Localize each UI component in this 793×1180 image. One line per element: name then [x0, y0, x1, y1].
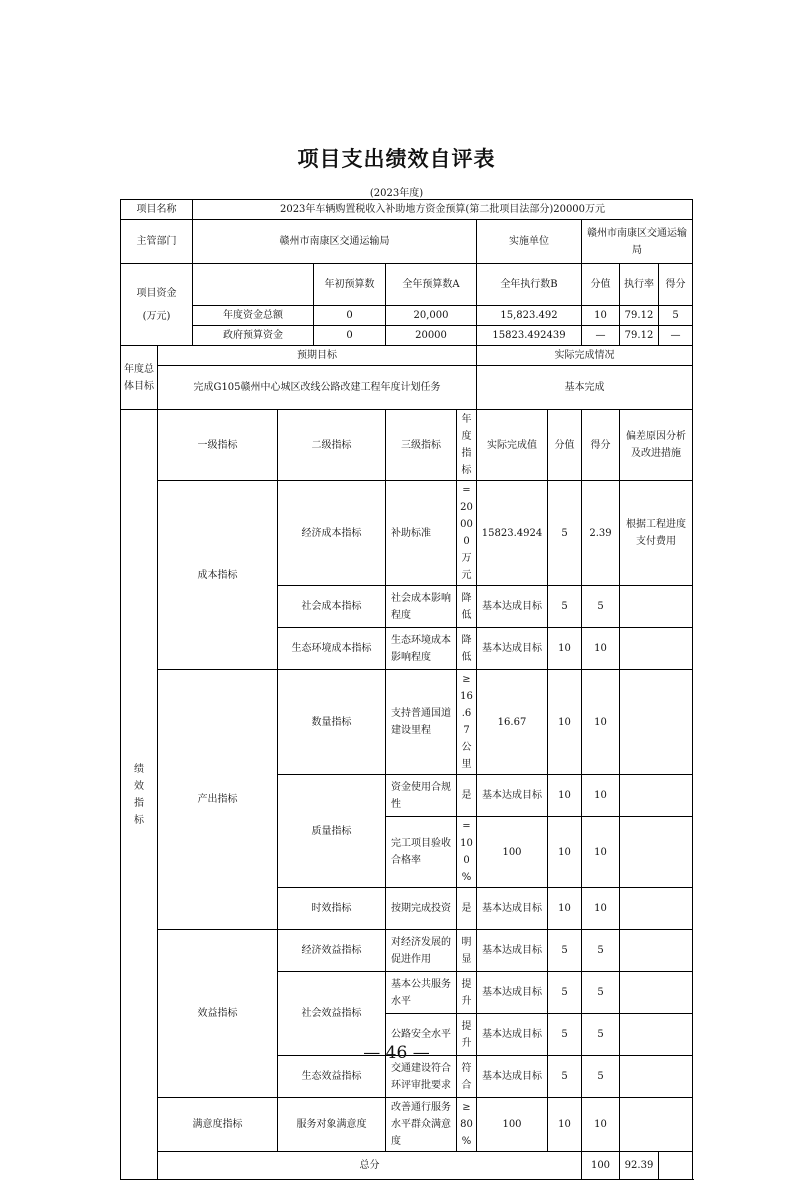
- target-cell: 降低: [457, 628, 477, 670]
- target-cell: 降低: [457, 586, 477, 628]
- total-note: [659, 1152, 693, 1180]
- note-cell: [620, 775, 693, 817]
- level2-cell: 社会效益指标: [278, 972, 386, 1056]
- note-cell: [620, 972, 693, 1014]
- goals-actual: 基本完成: [477, 366, 693, 410]
- funds-header-0: 年初预算数: [314, 264, 386, 306]
- funds-cell: 79.12: [620, 306, 659, 326]
- ind-header-0: 一级指标: [158, 410, 278, 481]
- dept-label: 主管部门: [121, 220, 193, 264]
- weight-cell: 10: [548, 628, 582, 670]
- weight-cell: 5: [548, 481, 582, 586]
- actual-cell: 100: [477, 817, 548, 888]
- target-cell: 提升: [457, 1014, 477, 1056]
- weight-cell: 10: [548, 1098, 582, 1152]
- level2-cell: 服务对象满意度: [278, 1098, 386, 1152]
- score-cell: 10: [582, 888, 620, 930]
- funds-cell: 10: [582, 306, 620, 326]
- funds-cell: 0: [314, 306, 386, 326]
- indicators-label-text: 绩效指标: [134, 763, 144, 826]
- funds-cell: 15,823.492: [477, 306, 582, 326]
- funds-label: [121, 264, 193, 346]
- page-title: 项目支出绩效自评表: [297, 146, 496, 171]
- actual-cell: 15823.4924: [477, 481, 548, 586]
- project-name: 2023年车辆购置税收入补助地方资金预算(第二批项目法部分)20000万元: [193, 200, 693, 220]
- funds-unit: (万元): [142, 310, 171, 322]
- score-cell: 5: [582, 1014, 620, 1056]
- funds-header-4: 执行率: [620, 264, 659, 306]
- level1-cost: 成本指标: [158, 481, 278, 670]
- level3-cell: 补助标准: [386, 481, 457, 586]
- actual-cell: 基本达成目标: [477, 1056, 548, 1098]
- level2-cell: 数量指标: [278, 670, 386, 775]
- actual-cell: 基本达成目标: [477, 930, 548, 972]
- score-cell: 5: [582, 1056, 620, 1098]
- funds-header-5: 得分: [659, 264, 693, 306]
- target-cell: =20000万元: [457, 481, 477, 586]
- note-cell: [620, 586, 693, 628]
- score-cell: 5: [582, 930, 620, 972]
- note-cell: [620, 628, 693, 670]
- target-cell: 是: [457, 775, 477, 817]
- ind-header-6: 得分: [582, 410, 620, 481]
- page-number: — 46 —: [363, 1043, 430, 1063]
- ind-header-7: 偏差原因分析及改进措施: [620, 410, 693, 481]
- impl-label: 实施单位: [477, 220, 582, 264]
- level1-satisfaction: 满意度指标: [158, 1098, 278, 1152]
- level3-cell: 完工项目验收合格率: [386, 817, 457, 888]
- total-label: 总分: [158, 1152, 582, 1180]
- note-cell: [620, 888, 693, 930]
- note-cell: [620, 817, 693, 888]
- target-cell: 提升: [457, 972, 477, 1014]
- funds-cell: —: [582, 326, 620, 346]
- funds-row-name: 年度资金总额: [193, 306, 314, 326]
- ind-header-1: 二级指标: [278, 410, 386, 481]
- level3-cell: 交通建设符合环评审批要求: [386, 1056, 457, 1098]
- ind-header-4: 实际完成值: [477, 410, 548, 481]
- funds-header-1: 全年预算数A: [386, 264, 477, 306]
- level3-cell: 生态环境成本影响程度: [386, 628, 457, 670]
- funds-header-2: 全年执行数B: [477, 264, 582, 306]
- level3-cell: 按期完成投资: [386, 888, 457, 930]
- level2-cell: 经济效益指标: [278, 930, 386, 972]
- score-cell: 10: [582, 628, 620, 670]
- note-cell: [620, 670, 693, 775]
- funds-header-blank: [193, 264, 314, 306]
- actual-cell: 基本达成目标: [477, 628, 548, 670]
- score-cell: 10: [582, 775, 620, 817]
- funds-row-name: 政府预算资金: [193, 326, 314, 346]
- ind-header-5: 分值: [548, 410, 582, 481]
- goals-expected-label: 预期目标: [158, 346, 477, 366]
- level2-cell: 经济成本指标: [278, 481, 386, 586]
- actual-cell: 16.67: [477, 670, 548, 775]
- target-cell: ≥16.67公里: [457, 670, 477, 775]
- score-cell: 10: [582, 670, 620, 775]
- note-cell: [620, 1098, 693, 1152]
- goals-expected: 完成G105赣州中心城区改线公路改建工程年度计划任务: [158, 366, 477, 410]
- score-cell: 2.39: [582, 481, 620, 586]
- funds-cell: 79.12: [620, 326, 659, 346]
- project-name-label: 项目名称: [121, 200, 193, 220]
- total-score: 92.39: [620, 1152, 659, 1180]
- note-cell: [620, 930, 693, 972]
- level1-benefit: 效益指标: [158, 930, 278, 1098]
- score-cell: 5: [582, 586, 620, 628]
- ind-header-3: 年度指标: [457, 410, 477, 481]
- level2-cell: 质量指标: [278, 775, 386, 888]
- year-subtitle: (2023年度): [369, 188, 424, 199]
- total-weight: 100: [582, 1152, 620, 1180]
- weight-cell: 10: [548, 888, 582, 930]
- note-cell: 根据工程进度支付费用: [620, 481, 693, 586]
- level2-cell: 生态效益指标: [278, 1056, 386, 1098]
- weight-cell: 5: [548, 930, 582, 972]
- ind-header-2: 三级指标: [386, 410, 457, 481]
- impl-value: 赣州市南康区交通运输局: [582, 220, 693, 264]
- target-cell: 明显: [457, 930, 477, 972]
- level3-cell: 对经济发展的促进作用: [386, 930, 457, 972]
- funds-cell: 15823.492439: [477, 326, 582, 346]
- funds-cell: 20000: [386, 326, 477, 346]
- level3-cell: 改善通行服务水平群众满意度: [386, 1098, 457, 1152]
- funds-header-3: 分值: [582, 264, 620, 306]
- funds-cell: 5: [659, 306, 693, 326]
- actual-cell: 基本达成目标: [477, 888, 548, 930]
- target-cell: 符合: [457, 1056, 477, 1098]
- target-cell: ≥80%: [457, 1098, 477, 1152]
- level2-cell: 时效指标: [278, 888, 386, 930]
- actual-cell: 基本达成目标: [477, 586, 548, 628]
- actual-cell: 100: [477, 1098, 548, 1152]
- score-cell: 10: [582, 817, 620, 888]
- weight-cell: 5: [548, 1056, 582, 1098]
- target-cell: 是: [457, 888, 477, 930]
- weight-cell: 5: [548, 972, 582, 1014]
- funds-label-text: 项目资金: [136, 287, 177, 299]
- actual-cell: 基本达成目标: [477, 775, 548, 817]
- level2-cell: 社会成本指标: [278, 586, 386, 628]
- level1-output: 产出指标: [158, 670, 278, 930]
- actual-cell: 基本达成目标: [477, 972, 548, 1014]
- goals-label: 年度总体目标: [121, 346, 158, 410]
- weight-cell: 10: [548, 670, 582, 775]
- score-cell: 10: [582, 1098, 620, 1152]
- level3-cell: 社会成本影响程度: [386, 586, 457, 628]
- weight-cell: 10: [548, 775, 582, 817]
- level3-cell: 基本公共服务水平: [386, 972, 457, 1014]
- weight-cell: 5: [548, 1014, 582, 1056]
- target-cell: =100%: [457, 817, 477, 888]
- score-cell: 5: [582, 972, 620, 1014]
- funds-cell: 0: [314, 326, 386, 346]
- dept-value: 赣州市南康区交通运输局: [193, 220, 477, 264]
- performance-table: [120, 199, 693, 1180]
- goals-actual-label: 实际完成情况: [477, 346, 693, 366]
- funds-cell: —: [659, 326, 693, 346]
- weight-cell: 10: [548, 817, 582, 888]
- level3-cell: 公路安全水平: [386, 1014, 457, 1056]
- actual-cell: 基本达成目标: [477, 1014, 548, 1056]
- funds-cell: 20,000: [386, 306, 477, 326]
- level2-cell: 生态环境成本指标: [278, 628, 386, 670]
- level3-cell: 资金使用合规性: [386, 775, 457, 817]
- weight-cell: 5: [548, 586, 582, 628]
- level3-cell: 支持普通国道建设里程: [386, 670, 457, 775]
- indicators-label: [121, 410, 158, 1180]
